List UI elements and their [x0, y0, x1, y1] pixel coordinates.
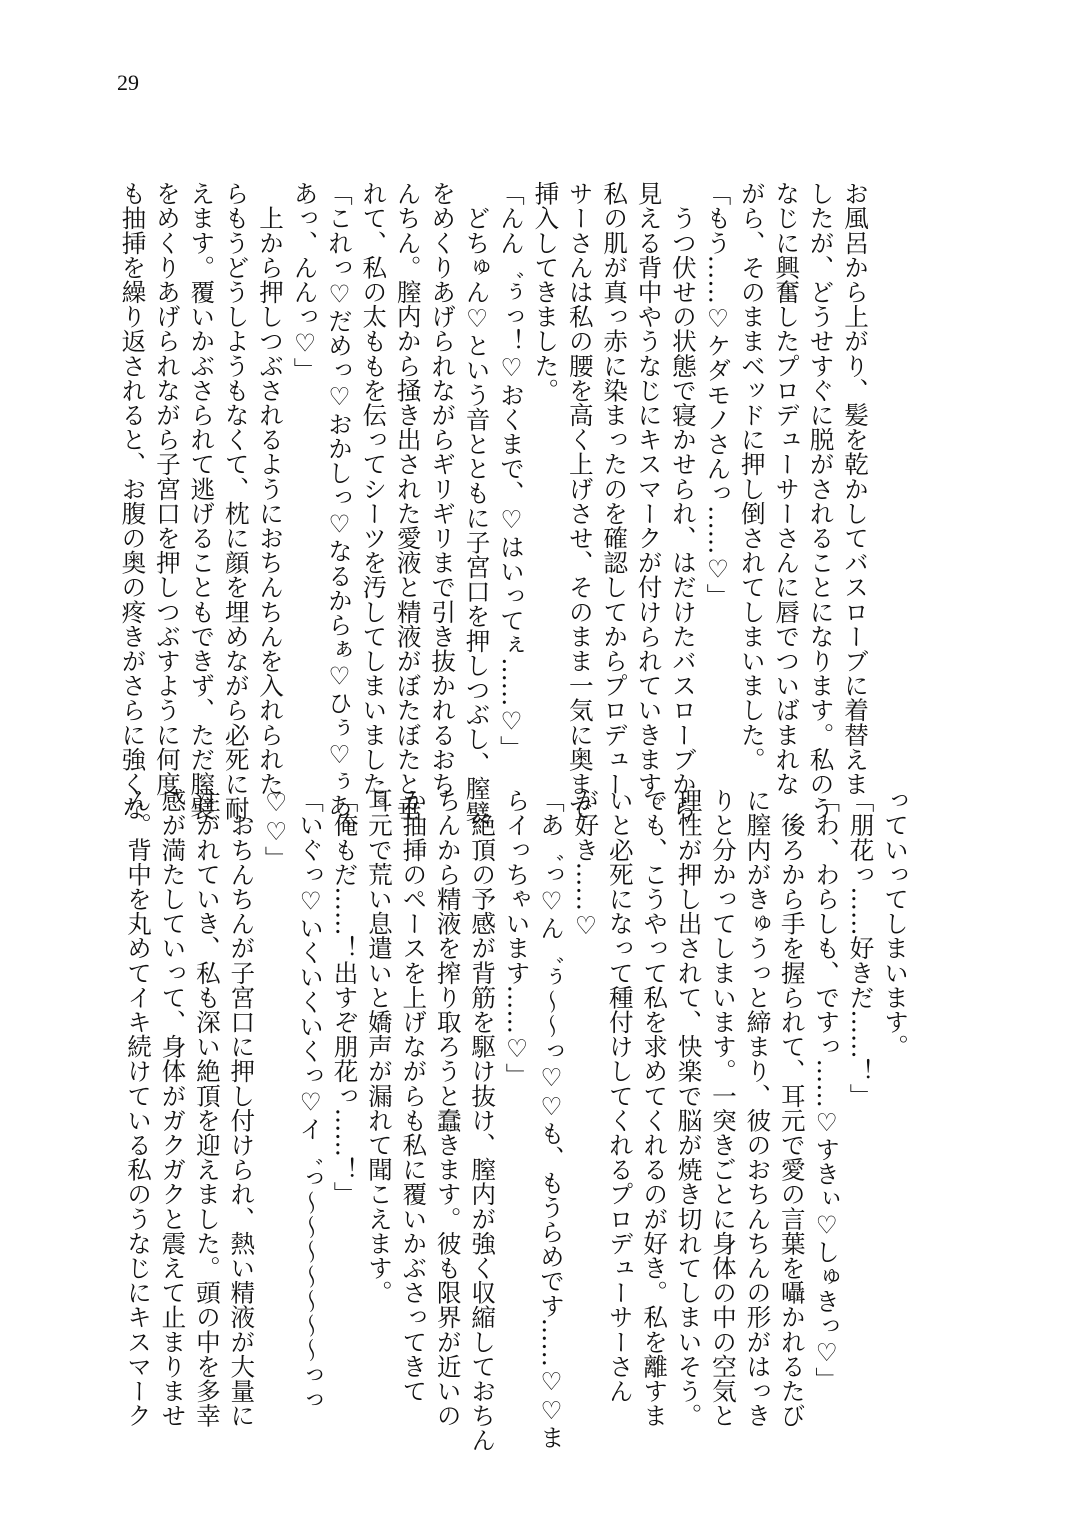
text-line: 見える背中やうなじにキスマークが付けられていきます。: [634, 181, 664, 821]
text-line: 「んん゛ぅっ！♡おくまで、♡はいってぇ……♡」: [496, 181, 526, 760]
text-line: 感が満たしていって、身体がガクガクと震えて止まりませ: [158, 788, 188, 1428]
text-line: をめくりあげられながら子宮口を押しつぶすように何度: [152, 181, 182, 796]
text-line: も抽挿を繰り返されると、お腹の奥の疼きがさらに強くな: [118, 181, 148, 821]
text-line: ♡♡」: [261, 788, 291, 871]
text-line: ちんから精液を搾り取ろうと蠢きます。彼も限界が近いの: [433, 788, 463, 1428]
text-line: でも、こうやって私を求めてくれるのが好き。私を離すま: [640, 788, 670, 1428]
text-line: 挿入してきました。: [531, 181, 561, 403]
text-line: をめくりあげられながらギリギリまで引き抜かれるおち: [428, 181, 458, 796]
text-line: おちんちんが子宮口に押し付けられ、熱い精液が大量に: [227, 788, 257, 1428]
text-line: 理性が押し出されて、快楽で脳が焼き切れてしまいそう。: [674, 788, 704, 1428]
text-line: らイっちゃいます……♡」: [502, 788, 532, 1088]
text-line: らもうどうしようもなくて、枕に顔を埋めながら必死に耐: [221, 181, 251, 821]
text-line: 「もう……♡ケダモノさんっ……♡」: [703, 181, 733, 608]
text-line: が好き……♡: [571, 788, 601, 940]
text-line: か抽挿のペースを上げながらも私に覆いかぶさってきて: [399, 788, 429, 1403]
text-line: ん。背中を丸めてイキ続けている私のうなじにキスマーク: [124, 788, 154, 1428]
text-block-top: [115, 181, 872, 843]
text-line: 「あ゛っ♡ん゛ぅ～～っ♡♡も、もうらめです……♡♡ま: [536, 788, 566, 1450]
text-line: 「これっ♡だめっ♡おかしっ♡なるからぁ♡ひぅ♡ぅあ、: [324, 181, 354, 843]
text-line: サーさんは私の腰を高く上げさせ、そのまま一気に奥まで: [565, 181, 595, 821]
text-line: うつ伏せの状態で寝かせられ、はだけたバスローブから: [668, 181, 698, 821]
text-line: 私の肌が真っ赤に染まったのを確認してからプロデュー: [600, 181, 630, 796]
text-line: りと分かってしまいます。一突きごとに身体の中の空気と: [708, 788, 738, 1428]
text-line: 絶頂の予感が背筋を駆け抜け、膣内が強く収縮しておちん: [468, 788, 498, 1453]
text-line: れて、私の太ももを伝ってシーツを汚してしまいました。: [359, 181, 389, 821]
text-line: っていってしまいます。: [881, 788, 910, 1059]
text-line: どちゅん♡という音とともに子宮口を押しつぶし、膣襞: [462, 181, 492, 825]
text-line: 後ろから手を握られて、耳元で愛の言葉を囁かれるたび: [777, 788, 807, 1428]
text-line: に膣内がきゅうっと締まり、彼のおちんちんの形がはっき: [743, 788, 773, 1428]
text-line: お風呂から上がり、髪を乾かしてバスローブに着替えま: [841, 181, 870, 796]
text-line: 耳元で荒い息遣いと嬌声が漏れて聞こえます。: [364, 788, 394, 1305]
text-line: なじに興奮したプロデューサーさんに唇でついばまれな: [772, 181, 802, 796]
text-line: 「俺もだ……！出すぞ朋花っ……！」: [330, 788, 360, 1207]
text-line: がら、そのままベッドに押し倒されてしまいました。: [737, 181, 767, 772]
text-line: んちん。膣内から掻き出された愛液と精液がぼたぼたと垂: [393, 181, 423, 821]
page-number: 29: [117, 70, 139, 95]
text-line: 「いぐっ♡いくいくいくっ♡イ゛っ～～～～～～～っっ: [296, 788, 326, 1412]
text-line: したが、どうせすぐに脱がされることになります。私のう: [806, 181, 836, 821]
text-line: あっ、んんっ♡」: [290, 181, 320, 383]
text-line: 「わ、わらしも、ですっ……♡すきぃ♡しゅきっ♡」: [812, 788, 842, 1392]
text-line: えます。覆いかぶさられて逃げることもできず、ただ膣襞: [187, 181, 217, 821]
text-line: 「朋花っ……好きだ……！」: [846, 788, 876, 1108]
text-line: いと必死になって種付けしてくれるプロデューサーさん: [605, 788, 635, 1403]
text-line: 上から押しつぶされるようにおちんちんを入れられた: [256, 181, 286, 796]
text-block-bottom: [121, 788, 912, 1453]
text-line: 注がれていき、私も深い絶頂を迎えました。頭の中を多幸: [192, 788, 222, 1428]
